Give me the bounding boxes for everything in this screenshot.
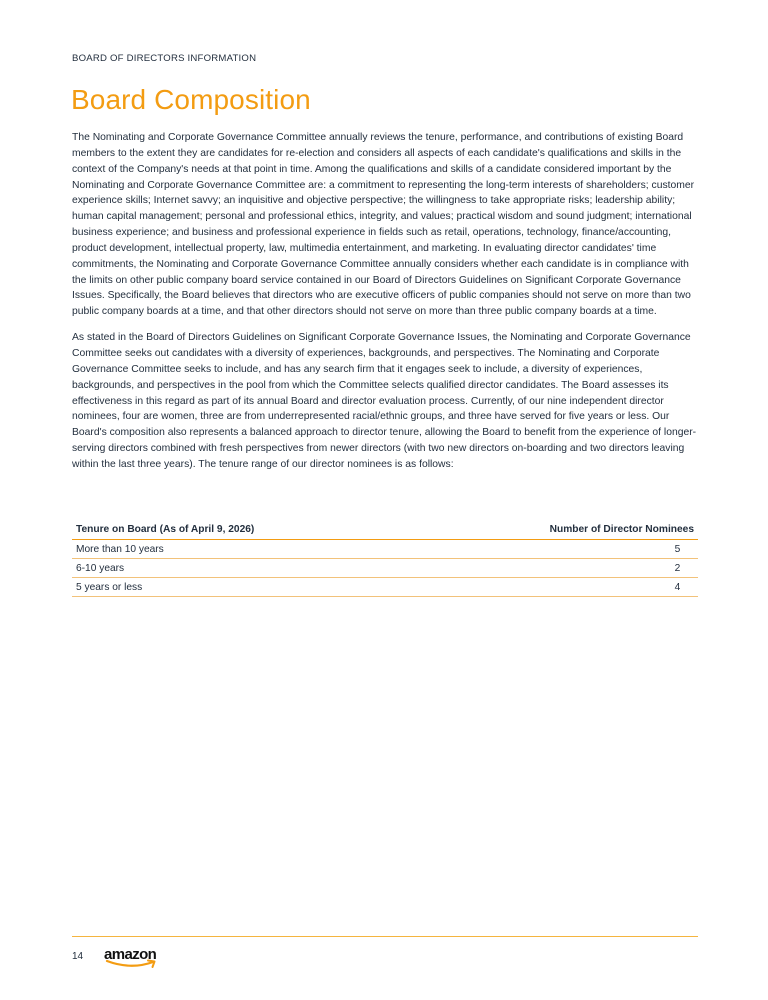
count-cell: 4: [271, 578, 698, 597]
tenure-cell: More than 10 years: [72, 540, 271, 559]
body-text: [72, 130, 698, 483]
count-cell: 2: [271, 559, 698, 578]
count-cell: 5: [271, 540, 698, 559]
tenure-cell: 6-10 years: [72, 559, 271, 578]
footer-divider: [72, 936, 698, 937]
tenure-table: [72, 523, 698, 597]
table-row: [72, 578, 698, 597]
column-header-tenure: Tenure on Board (As of April 9, 2026): [72, 523, 271, 540]
amazon-logo: [104, 946, 164, 972]
page-title: Board Composition: [71, 84, 311, 115]
column-header-count: Number of Director Nominees: [271, 523, 698, 540]
table-header-row: [72, 523, 698, 540]
paragraph-diversity: As stated in the Board of Directors Guidelines on Significant Corporate Governance Issues, the Nominating and Corporate Governance Committee seeks out candidates with a diversity of experiences, backgrounds, and perspectives. The Nominating and Corporate Governance Committee seeks to include, and has any search firm that it engages seek to include, a diversity of experiences, backgrounds, and perspectives in the pool from which the Committee selects qualified director candidates. The Board assesses its effectiveness in this regard as part of its annual Board and director evaluation process. Currently, of our nine independent director nominees, four are women, three are from underrepresented racial/ethnic groups, and three have served for five years or less. Our Board's composition also represents a balanced approach to director tenure, allowing the Board to benefit from the experience of longer-serving directors combined with fresh perspectives from newer directors (with two new directors on-boarding and two directors leaving within the last three years). The tenure range of our director nominees is as follows:: [72, 332, 697, 470]
section-label: BOARD OF DIRECTORS INFORMATION: [72, 53, 257, 64]
table-row: [72, 559, 698, 578]
logo-wordmark: amazon: [104, 946, 157, 963]
table-row: [72, 540, 698, 559]
page-number: 14: [72, 951, 84, 962]
paragraph-qualifications: The Nominating and Corporate Governance Committee annually reviews the tenure, performance, and contributions of existing Board members to the extent they are candidates for re-election and considers all aspects of each candidate's qualifications and skills in the context of the Company's needs at that point in time. Among the qualifications and skills of a candidate considered important by the Nominating and Corporate Governance Committee are: a commitment to representing the long-term interests of shareholders; customer experience skills; Internet savvy; an inquisitive and objective perspective; the willingness to take appropriate risks; leadership ability; human capital management; personal and professional ethics, integrity, and values; practical wisdom and sound judgment; international business experience; and business and professional experience in fields such as retail, operations, technology, finance/accounting, product development, intellectual property, law, multimedia entertainment, and marketing. In evaluating director candidates' time commitments, the Nominating and Corporate Governance Committee annually considers whether each candidate is in compliance with the limits on other public company board service contained in our Board of Directors Guidelines on Significant Corporate Governance Issues. Specifically, the Board believes that directors who are executive officers of public companies should not serve on more than two public company boards at a time, and that other directors should not serve on more than three public company boards at a time.: [72, 132, 695, 318]
tenure-cell: 5 years or less: [72, 578, 271, 597]
smile-arrow-icon: [105, 959, 161, 969]
